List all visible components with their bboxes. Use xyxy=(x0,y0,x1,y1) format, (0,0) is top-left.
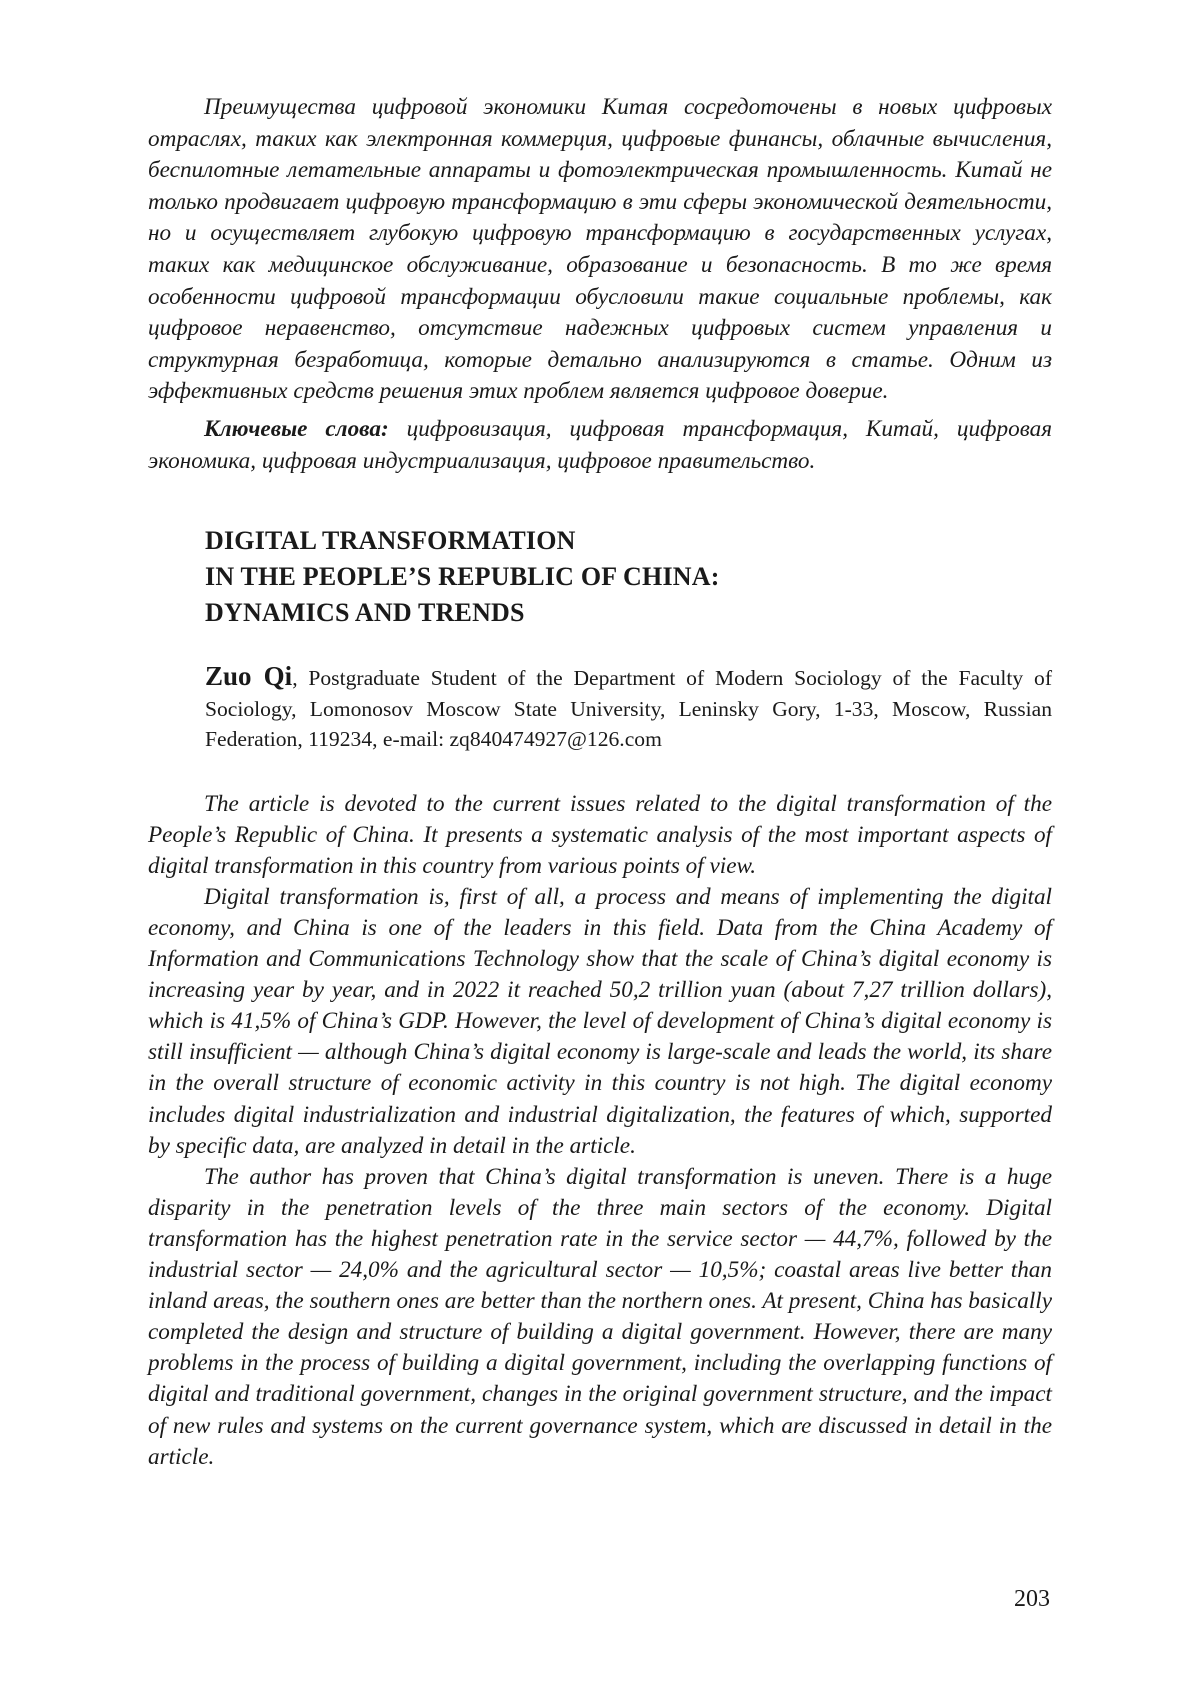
keywords-label: Ключевые слова: xyxy=(204,415,389,442)
page-content xyxy=(148,92,1052,1473)
abstract-paragraph: Digital transformation is, first of all, a process and means of implementing the digital economy, and China is one of the leaders in this field. Data from the China Academy of Information and Communications Technology show that the scale of China’s digital economy is increasing year by year, and in 2022 it reached 50,2 trillion yuan (about 7,27 trillion dollars), which is 41,5% of China’s GDP. However, the level of development of China’s digital economy is still insufficient — although China’s digital economy is large-scale and leads the world, its share in the overall structure of economic activity in this country is not high. The digital economy includes digital industrialization and industrial digitalization, the features of which, supported by specific data, are analyzed in detail in the article. xyxy=(148,883,1052,1159)
russian-abstract-paragraph: Преимущества цифровой экономики Китая сосредоточены в новых цифровых отраслях, таких как электронная коммерция, цифровые финансы, облачные вычисления, беспилотные летательные аппараты и фотоэлектрическая промышленность. Китай не только продвигает цифровую трансформацию в эти сферы экономической деятельности, но и осуществляет глубокую цифровую трансформацию в государственных услугах, таких как медицинское обслуживание, образование и безопасность. В то же время особенности цифровой трансформации обусловили такие социальные проблемы, как цифровое неравенство, отсутствие надежных цифровых систем управления и структурная безработица, которые детально анализируются в статье. Одним из эффективных средств решения этих проблем является цифровое доверие. xyxy=(148,94,1052,405)
title-line: DYNAMICS AND TRENDS xyxy=(205,598,525,628)
abstract-paragraph: The article is devoted to the current issues related to the digital transformation of the People’s Republic of China. It presents a systematic analysis of the most important aspects of digital transformation in this country from various points of view. xyxy=(148,790,1052,879)
english-abstract xyxy=(148,789,1052,1473)
author-info xyxy=(148,661,1052,755)
article-title xyxy=(148,523,1052,631)
author-name: Zuo Qi xyxy=(205,661,293,692)
title-line: IN THE PEOPLE’S REPUBLIC OF CHINA: xyxy=(205,562,720,592)
author-affiliation: , Postgraduate Student of the Department of Modern Sociology of the Faculty of Sociology, Lomonosov Moscow State University, Leninsky Gory, 1-33, Moscow, Russian Federation, 119234, e-mail: zq840474927@126.com xyxy=(205,666,1053,752)
russian-keywords xyxy=(148,414,1052,477)
keywords-text: цифровизация, цифровая трансформация, Китай, цифровая экономика, цифровая индустриализация, цифровое правительство. xyxy=(148,415,1052,474)
abstract-paragraph: The author has proven that China’s digital transformation is uneven. There is a huge disparity in the penetration levels of the three main sectors of the economy. Digital transformation has the highest penetration rate in the service sector — 44,7%, followed by the industrial sector — 24,0% and the agricultural sector — 10,5%; coastal areas live better than inland areas, the southern ones are better than the northern ones. At present, China has basically completed the design and structure of building a digital government. However, there are many problems in the process of building a digital government, including the overlapping functions of digital and traditional government, changes in the original government structure, and the impact of new rules and systems on the current governance system, which are discussed in detail in the article. xyxy=(148,1163,1052,1470)
title-line: DIGITAL TRANSFORMATION xyxy=(205,526,576,556)
page-number: 203 xyxy=(1014,1586,1050,1612)
